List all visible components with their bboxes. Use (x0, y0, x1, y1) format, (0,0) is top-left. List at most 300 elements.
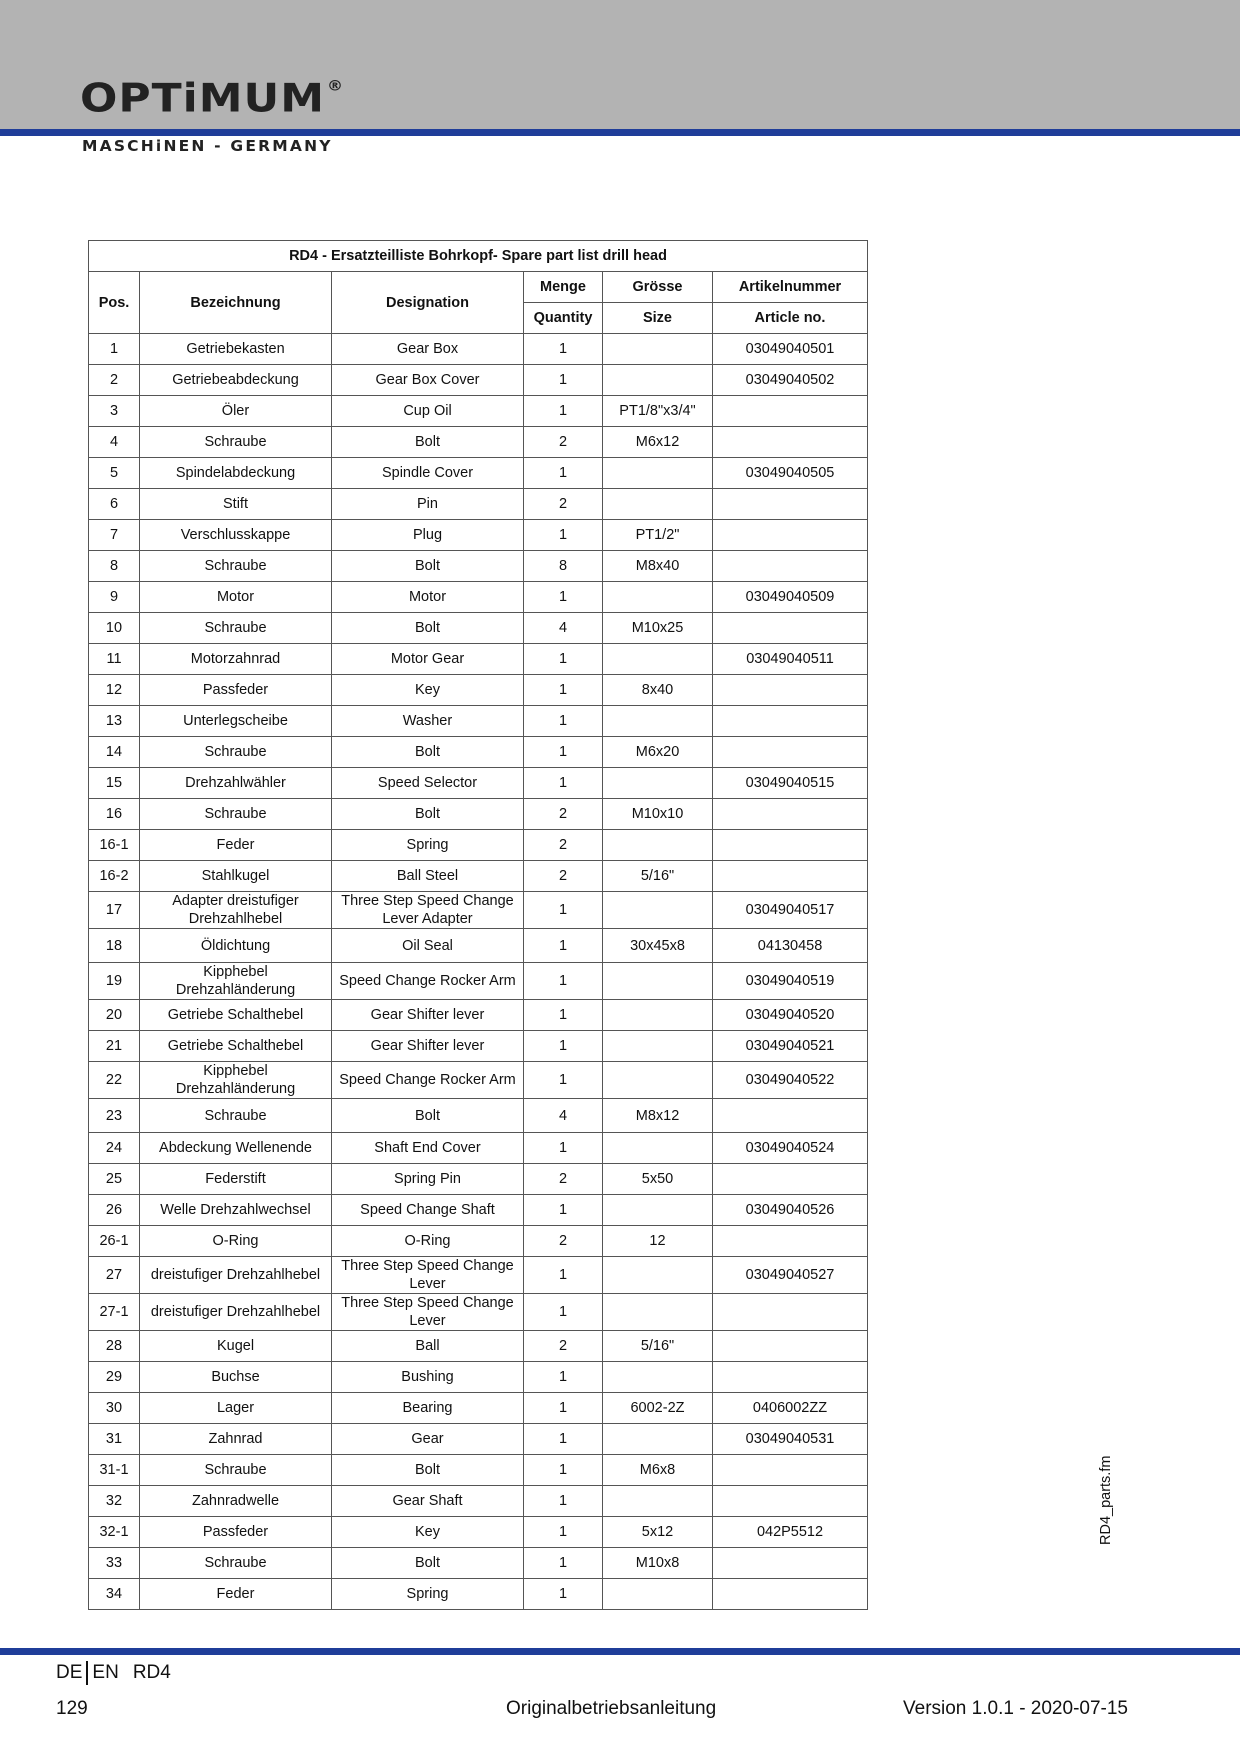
cell-quantity: 2 (524, 830, 603, 861)
table-row (89, 1099, 868, 1133)
cell-size (603, 1362, 713, 1393)
cell-quantity: 2 (524, 1226, 603, 1257)
cell-designation: Pin (332, 489, 524, 520)
table-row (89, 489, 868, 520)
cell-article-no: 0406002ZZ (713, 1393, 868, 1424)
cell-quantity: 1 (524, 1424, 603, 1455)
cell-pos: 29 (89, 1362, 140, 1393)
cell-quantity: 2 (524, 427, 603, 458)
cell-article-no: 04130458 (713, 929, 868, 963)
cell-article-no (713, 1164, 868, 1195)
cell-pos: 15 (89, 768, 140, 799)
col-header-quantity: Quantity (524, 303, 603, 334)
table-row (89, 1579, 868, 1610)
cell-article-no: 03049040517 (713, 892, 868, 929)
cell-bezeichnung: Öldichtung (140, 929, 332, 963)
table-row (89, 551, 868, 582)
table-row (89, 1133, 868, 1164)
cell-pos: 14 (89, 737, 140, 768)
cell-quantity: 1 (524, 396, 603, 427)
cell-quantity: 1 (524, 706, 603, 737)
cell-bezeichnung: Öler (140, 396, 332, 427)
cell-designation: Spring (332, 830, 524, 861)
cell-pos: 33 (89, 1548, 140, 1579)
cell-quantity: 1 (524, 644, 603, 675)
cell-bezeichnung: Drehzahlwähler (140, 768, 332, 799)
cell-size: M6x12 (603, 427, 713, 458)
cell-quantity: 2 (524, 1331, 603, 1362)
cell-quantity: 1 (524, 1548, 603, 1579)
cell-size (603, 1257, 713, 1294)
cell-bezeichnung: Getriebe Schalthebel (140, 1031, 332, 1062)
cell-designation: Three Step Speed Change Lever (332, 1257, 524, 1294)
cell-bezeichnung: Schraube (140, 1548, 332, 1579)
table-row (89, 1062, 868, 1099)
cell-quantity: 1 (524, 892, 603, 929)
cell-designation: O-Ring (332, 1226, 524, 1257)
table-row (89, 1362, 868, 1393)
cell-article-no (713, 830, 868, 861)
table-row (89, 365, 868, 396)
cell-size (603, 489, 713, 520)
cell-quantity: 1 (524, 1294, 603, 1331)
cell-quantity: 1 (524, 1517, 603, 1548)
cell-article-no: 03049040521 (713, 1031, 868, 1062)
col-header-designation: Designation (332, 272, 524, 334)
table-row (89, 520, 868, 551)
cell-pos: 16 (89, 799, 140, 830)
header-divider (0, 129, 1240, 136)
cell-bezeichnung: Getriebe Schalthebel (140, 1000, 332, 1031)
cell-article-no (713, 1294, 868, 1331)
cell-size (603, 644, 713, 675)
cell-bezeichnung: Zahnradwelle (140, 1486, 332, 1517)
cell-size: M6x20 (603, 737, 713, 768)
cell-article-no (713, 1362, 868, 1393)
cell-article-no (713, 1548, 868, 1579)
parts-table-body (89, 334, 868, 1610)
cell-quantity: 2 (524, 861, 603, 892)
cell-article-no: 03049040527 (713, 1257, 868, 1294)
cell-article-no (713, 675, 868, 706)
cell-bezeichnung: dreistufiger Drehzahlhebel (140, 1257, 332, 1294)
cell-size: PT1/8"x3/4" (603, 396, 713, 427)
col-header-artikelnummer: Artikelnummer (713, 272, 868, 303)
cell-bezeichnung: Unterlegscheibe (140, 706, 332, 737)
cell-quantity: 1 (524, 1000, 603, 1031)
cell-size: 5x50 (603, 1164, 713, 1195)
cell-bezeichnung: Kipphebel Drehzahländerung (140, 1062, 332, 1099)
cell-designation: Gear (332, 1424, 524, 1455)
cell-size: 5x12 (603, 1517, 713, 1548)
cell-size (603, 458, 713, 489)
cell-designation: Bolt (332, 737, 524, 768)
cell-size (603, 768, 713, 799)
table-row (89, 1455, 868, 1486)
cell-article-no (713, 427, 868, 458)
col-header-menge: Menge (524, 272, 603, 303)
cell-designation: Motor (332, 582, 524, 613)
footer-language (56, 1661, 171, 1685)
cell-pos: 28 (89, 1331, 140, 1362)
cell-quantity: 4 (524, 1099, 603, 1133)
footer-model: RD4 (132, 1662, 171, 1683)
cell-size: 8x40 (603, 675, 713, 706)
lang-separator (86, 1661, 88, 1685)
cell-pos: 25 (89, 1164, 140, 1195)
cell-bezeichnung: Adapter dreistufiger Drehzahlhebel (140, 892, 332, 929)
cell-designation: Ball (332, 1331, 524, 1362)
cell-bezeichnung: Motor (140, 582, 332, 613)
cell-article-no: 03049040526 (713, 1195, 868, 1226)
cell-designation: Three Step Speed Change Lever Adapter (332, 892, 524, 929)
brand-tagline: MASCHiNEN - GERMANY (82, 137, 333, 155)
document-version: Version 1.0.1 - 2020-07-15 (903, 1698, 1128, 1719)
cell-pos: 19 (89, 963, 140, 1000)
cell-designation: Bolt (332, 1548, 524, 1579)
table-row (89, 458, 868, 489)
cell-article-no: 03049040519 (713, 963, 868, 1000)
cell-bezeichnung: Stift (140, 489, 332, 520)
cell-size: M10x8 (603, 1548, 713, 1579)
cell-pos: 21 (89, 1031, 140, 1062)
cell-designation: Motor Gear (332, 644, 524, 675)
cell-designation: Bushing (332, 1362, 524, 1393)
cell-quantity: 1 (524, 1062, 603, 1099)
cell-size: M6x8 (603, 1455, 713, 1486)
cell-article-no (713, 737, 868, 768)
col-header-groesse: Grösse (603, 272, 713, 303)
table-row (89, 737, 868, 768)
cell-pos: 26 (89, 1195, 140, 1226)
cell-bezeichnung: O-Ring (140, 1226, 332, 1257)
cell-article-no: 03049040511 (713, 644, 868, 675)
cell-quantity: 1 (524, 365, 603, 396)
cell-article-no (713, 551, 868, 582)
cell-article-no: 03049040524 (713, 1133, 868, 1164)
table-row (89, 1031, 868, 1062)
table-row (89, 706, 868, 737)
cell-size (603, 830, 713, 861)
table-row (89, 1294, 868, 1331)
table-row (89, 613, 868, 644)
spare-parts-table (88, 240, 868, 1610)
cell-designation: Shaft End Cover (332, 1133, 524, 1164)
cell-quantity: 1 (524, 1486, 603, 1517)
cell-quantity: 1 (524, 1257, 603, 1294)
cell-pos: 24 (89, 1133, 140, 1164)
table-row (89, 1331, 868, 1362)
cell-quantity: 1 (524, 963, 603, 1000)
cell-quantity: 1 (524, 1031, 603, 1062)
cell-pos: 16-1 (89, 830, 140, 861)
cell-bezeichnung: Spindelabdeckung (140, 458, 332, 489)
cell-pos: 8 (89, 551, 140, 582)
cell-pos: 31 (89, 1424, 140, 1455)
cell-article-no: 03049040515 (713, 768, 868, 799)
cell-bezeichnung: Motorzahnrad (140, 644, 332, 675)
table-row (89, 892, 868, 929)
cell-article-no (713, 489, 868, 520)
cell-size: 6002-2Z (603, 1393, 713, 1424)
cell-designation: Bolt (332, 799, 524, 830)
cell-size (603, 963, 713, 1000)
cell-size (603, 1195, 713, 1226)
table-row (89, 861, 868, 892)
cell-article-no (713, 520, 868, 551)
cell-bezeichnung: Lager (140, 1393, 332, 1424)
cell-designation: Spring (332, 1579, 524, 1610)
cell-bezeichnung: dreistufiger Drehzahlhebel (140, 1294, 332, 1331)
cell-designation: Plug (332, 520, 524, 551)
cell-pos: 2 (89, 365, 140, 396)
cell-designation: Bolt (332, 613, 524, 644)
cell-article-no: 03049040531 (713, 1424, 868, 1455)
cell-article-no: 03049040522 (713, 1062, 868, 1099)
cell-designation: Key (332, 675, 524, 706)
table-row (89, 1164, 868, 1195)
cell-quantity: 2 (524, 1164, 603, 1195)
cell-pos: 11 (89, 644, 140, 675)
cell-pos: 1 (89, 334, 140, 365)
table-row (89, 582, 868, 613)
cell-pos: 13 (89, 706, 140, 737)
table-row (89, 1226, 868, 1257)
cell-size (603, 1062, 713, 1099)
cell-pos: 27-1 (89, 1294, 140, 1331)
cell-quantity: 1 (524, 675, 603, 706)
cell-size (603, 1424, 713, 1455)
cell-size (603, 892, 713, 929)
table-title: RD4 - Ersatzteilliste Bohrkopf- Spare part list drill head (89, 241, 868, 272)
cell-bezeichnung: Schraube (140, 427, 332, 458)
col-header-bezeichnung: Bezeichnung (140, 272, 332, 334)
cell-article-no (713, 1486, 868, 1517)
cell-bezeichnung: Abdeckung Wellenende (140, 1133, 332, 1164)
cell-article-no: 042P5512 (713, 1517, 868, 1548)
cell-designation: Gear Shaft (332, 1486, 524, 1517)
cell-pos: 10 (89, 613, 140, 644)
cell-size (603, 334, 713, 365)
cell-bezeichnung: Federstift (140, 1164, 332, 1195)
cell-designation: Washer (332, 706, 524, 737)
cell-article-no: 03049040502 (713, 365, 868, 396)
cell-pos: 30 (89, 1393, 140, 1424)
cell-designation: Three Step Speed Change Lever (332, 1294, 524, 1331)
table-row (89, 1517, 868, 1548)
cell-bezeichnung: Schraube (140, 799, 332, 830)
cell-bezeichnung: Schraube (140, 551, 332, 582)
cell-quantity: 1 (524, 1195, 603, 1226)
cell-quantity: 1 (524, 334, 603, 365)
registered-mark: ® (327, 77, 345, 95)
cell-bezeichnung: Getriebeabdeckung (140, 365, 332, 396)
cell-article-no (713, 1579, 868, 1610)
cell-article-no (713, 799, 868, 830)
cell-size: 5/16" (603, 861, 713, 892)
cell-size (603, 1133, 713, 1164)
cell-size: M8x40 (603, 551, 713, 582)
cell-quantity: 1 (524, 737, 603, 768)
cell-designation: Gear Shifter lever (332, 1000, 524, 1031)
cell-size (603, 1579, 713, 1610)
cell-pos: 22 (89, 1062, 140, 1099)
table-row (89, 1548, 868, 1579)
cell-article-no: 03049040509 (713, 582, 868, 613)
cell-pos: 5 (89, 458, 140, 489)
table-row (89, 644, 868, 675)
cell-designation: Bolt (332, 551, 524, 582)
col-header-size: Size (603, 303, 713, 334)
lang-de: DE (56, 1662, 83, 1683)
cell-quantity: 1 (524, 1133, 603, 1164)
cell-article-no: 03049040520 (713, 1000, 868, 1031)
cell-size: 12 (603, 1226, 713, 1257)
table-row (89, 929, 868, 963)
col-header-pos: Pos. (89, 272, 140, 334)
cell-pos: 27 (89, 1257, 140, 1294)
cell-designation: Spring Pin (332, 1164, 524, 1195)
cell-bezeichnung: Passfeder (140, 675, 332, 706)
cell-designation: Bolt (332, 427, 524, 458)
cell-pos: 4 (89, 427, 140, 458)
cell-article-no (713, 1455, 868, 1486)
cell-quantity: 1 (524, 1579, 603, 1610)
cell-size (603, 1000, 713, 1031)
cell-pos: 32-1 (89, 1517, 140, 1548)
cell-pos: 16-2 (89, 861, 140, 892)
table-row (89, 1424, 868, 1455)
table-row (89, 799, 868, 830)
cell-quantity: 1 (524, 768, 603, 799)
table-row (89, 396, 868, 427)
cell-quantity: 2 (524, 489, 603, 520)
cell-bezeichnung: Kugel (140, 1331, 332, 1362)
cell-pos: 9 (89, 582, 140, 613)
cell-pos: 7 (89, 520, 140, 551)
cell-bezeichnung: Feder (140, 1579, 332, 1610)
table-row (89, 675, 868, 706)
table-row (89, 768, 868, 799)
cell-quantity: 1 (524, 929, 603, 963)
cell-designation: Bearing (332, 1393, 524, 1424)
table-row (89, 963, 868, 1000)
cell-size: M8x12 (603, 1099, 713, 1133)
cell-bezeichnung: Zahnrad (140, 1424, 332, 1455)
cell-size (603, 1031, 713, 1062)
table-row (89, 427, 868, 458)
cell-article-no: 03049040505 (713, 458, 868, 489)
cell-quantity: 1 (524, 582, 603, 613)
cell-article-no (713, 1099, 868, 1133)
brand-logo (80, 75, 345, 122)
cell-size (603, 1486, 713, 1517)
lang-en: EN (92, 1662, 119, 1683)
cell-bezeichnung: Schraube (140, 1099, 332, 1133)
cell-designation: Speed Change Shaft (332, 1195, 524, 1226)
cell-quantity: 1 (524, 520, 603, 551)
file-name-label: RD4_parts.fm (1098, 1455, 1114, 1545)
cell-pos: 20 (89, 1000, 140, 1031)
cell-bezeichnung: Verschlusskappe (140, 520, 332, 551)
cell-size (603, 582, 713, 613)
table-row (89, 334, 868, 365)
table-row (89, 1257, 868, 1294)
document-title: Originalbetriebsanleitung (506, 1698, 717, 1719)
table-row (89, 1195, 868, 1226)
cell-bezeichnung: Schraube (140, 1455, 332, 1486)
cell-bezeichnung: Getriebekasten (140, 334, 332, 365)
cell-article-no: 03049040501 (713, 334, 868, 365)
cell-designation: Speed Change Rocker Arm (332, 963, 524, 1000)
cell-bezeichnung: Buchse (140, 1362, 332, 1393)
cell-bezeichnung: Schraube (140, 613, 332, 644)
cell-designation: Gear Box (332, 334, 524, 365)
cell-size: 30x45x8 (603, 929, 713, 963)
table-row (89, 1393, 868, 1424)
cell-size (603, 706, 713, 737)
cell-quantity: 8 (524, 551, 603, 582)
footer-divider (0, 1648, 1240, 1655)
cell-size: M10x10 (603, 799, 713, 830)
logo-text: OPTiMUM (80, 75, 326, 122)
cell-bezeichnung: Welle Drehzahlwechsel (140, 1195, 332, 1226)
cell-size: 5/16" (603, 1331, 713, 1362)
cell-pos: 18 (89, 929, 140, 963)
cell-designation: Speed Selector (332, 768, 524, 799)
cell-bezeichnung: Passfeder (140, 1517, 332, 1548)
cell-pos: 34 (89, 1579, 140, 1610)
cell-designation: Ball Steel (332, 861, 524, 892)
cell-pos: 6 (89, 489, 140, 520)
cell-pos: 12 (89, 675, 140, 706)
cell-article-no (713, 706, 868, 737)
table-row (89, 1000, 868, 1031)
cell-quantity: 2 (524, 799, 603, 830)
cell-pos: 26-1 (89, 1226, 140, 1257)
cell-article-no (713, 396, 868, 427)
table-row (89, 830, 868, 861)
table-row (89, 1486, 868, 1517)
cell-article-no (713, 1331, 868, 1362)
cell-designation: Oil Seal (332, 929, 524, 963)
cell-designation: Gear Shifter lever (332, 1031, 524, 1062)
cell-designation: Gear Box Cover (332, 365, 524, 396)
cell-quantity: 1 (524, 458, 603, 489)
cell-quantity: 1 (524, 1362, 603, 1393)
cell-article-no (713, 861, 868, 892)
cell-article-no (713, 613, 868, 644)
cell-pos: 31-1 (89, 1455, 140, 1486)
cell-designation: Speed Change Rocker Arm (332, 1062, 524, 1099)
cell-designation: Key (332, 1517, 524, 1548)
cell-quantity: 1 (524, 1393, 603, 1424)
cell-bezeichnung: Stahlkugel (140, 861, 332, 892)
cell-pos: 3 (89, 396, 140, 427)
cell-pos: 17 (89, 892, 140, 929)
cell-article-no (713, 1226, 868, 1257)
cell-quantity: 1 (524, 1455, 603, 1486)
cell-size (603, 365, 713, 396)
cell-quantity: 4 (524, 613, 603, 644)
cell-designation: Bolt (332, 1455, 524, 1486)
cell-pos: 23 (89, 1099, 140, 1133)
cell-designation: Spindle Cover (332, 458, 524, 489)
cell-bezeichnung: Feder (140, 830, 332, 861)
cell-size: M10x25 (603, 613, 713, 644)
col-header-article-no: Article no. (713, 303, 868, 334)
cell-designation: Cup Oil (332, 396, 524, 427)
